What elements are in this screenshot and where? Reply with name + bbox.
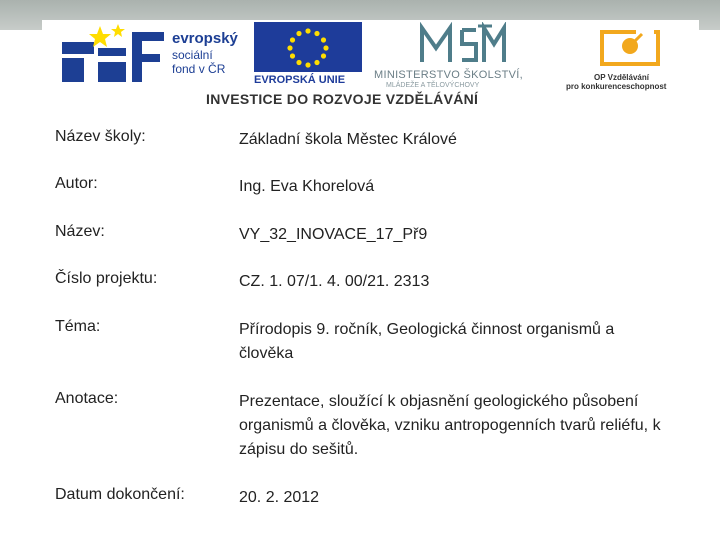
msmt-line-1: MINISTERSTVO ŠKOLSTVÍ, bbox=[374, 69, 524, 81]
op-line-2: pro konkurenceschopnost bbox=[566, 82, 667, 91]
project-info-table bbox=[55, 128, 665, 516]
value-annotation: Prezentace, sloužící k objasnění geologického působení organismů a člověka, vzniku antropogenních tvarů reliéfu, k zápisu do sešitů. bbox=[239, 393, 661, 458]
value-topic: Přírodopis 9. ročník, Geologická činnost organismů a člověka bbox=[239, 321, 615, 362]
row-school bbox=[55, 128, 665, 175]
value-author: Ing. Eva Khorelová bbox=[239, 178, 375, 195]
msmt-logo bbox=[418, 22, 508, 66]
esf-line-2: sociální bbox=[172, 48, 213, 62]
row-completion-date bbox=[55, 486, 665, 516]
eu-flag-logo bbox=[254, 22, 362, 72]
op-line-1: OP Vzdělávání bbox=[594, 73, 649, 82]
label-school: Název školy: bbox=[55, 128, 146, 145]
label-annotation: Anotace: bbox=[55, 390, 119, 407]
value-school: Základní škola Městec Králové bbox=[239, 131, 457, 148]
value-name: VY_32_INOVACE_17_Př9 bbox=[239, 226, 428, 243]
label-author: Autor: bbox=[55, 175, 98, 192]
eu-label: EVROPSKÁ UNIE bbox=[254, 74, 346, 86]
esf-line-3: fond v ČR bbox=[172, 62, 226, 76]
header-caption: INVESTICE DO ROZVOJE VZDĚLÁVÁNÍ bbox=[206, 91, 479, 107]
esf-line-1: evropský bbox=[172, 30, 238, 47]
op-logo bbox=[596, 28, 664, 68]
row-project-number bbox=[55, 270, 665, 318]
value-completion-date: 20. 2. 2012 bbox=[239, 489, 320, 506]
row-name bbox=[55, 223, 665, 270]
label-completion-date: Datum dokončení: bbox=[55, 486, 185, 503]
logo-header bbox=[56, 22, 696, 110]
value-project-number: CZ. 1. 07/1. 4. 00/21. 2313 bbox=[239, 273, 430, 290]
esf-logo bbox=[60, 22, 170, 84]
msmt-line-2: MLÁDEŽE A TĚLOVÝCHOVY bbox=[386, 82, 480, 89]
row-author bbox=[55, 175, 665, 223]
row-topic bbox=[55, 318, 665, 390]
label-project-number: Číslo projektu: bbox=[55, 270, 158, 287]
row-annotation bbox=[55, 390, 665, 486]
label-topic: Téma: bbox=[55, 318, 101, 335]
label-name: Název: bbox=[55, 223, 105, 240]
